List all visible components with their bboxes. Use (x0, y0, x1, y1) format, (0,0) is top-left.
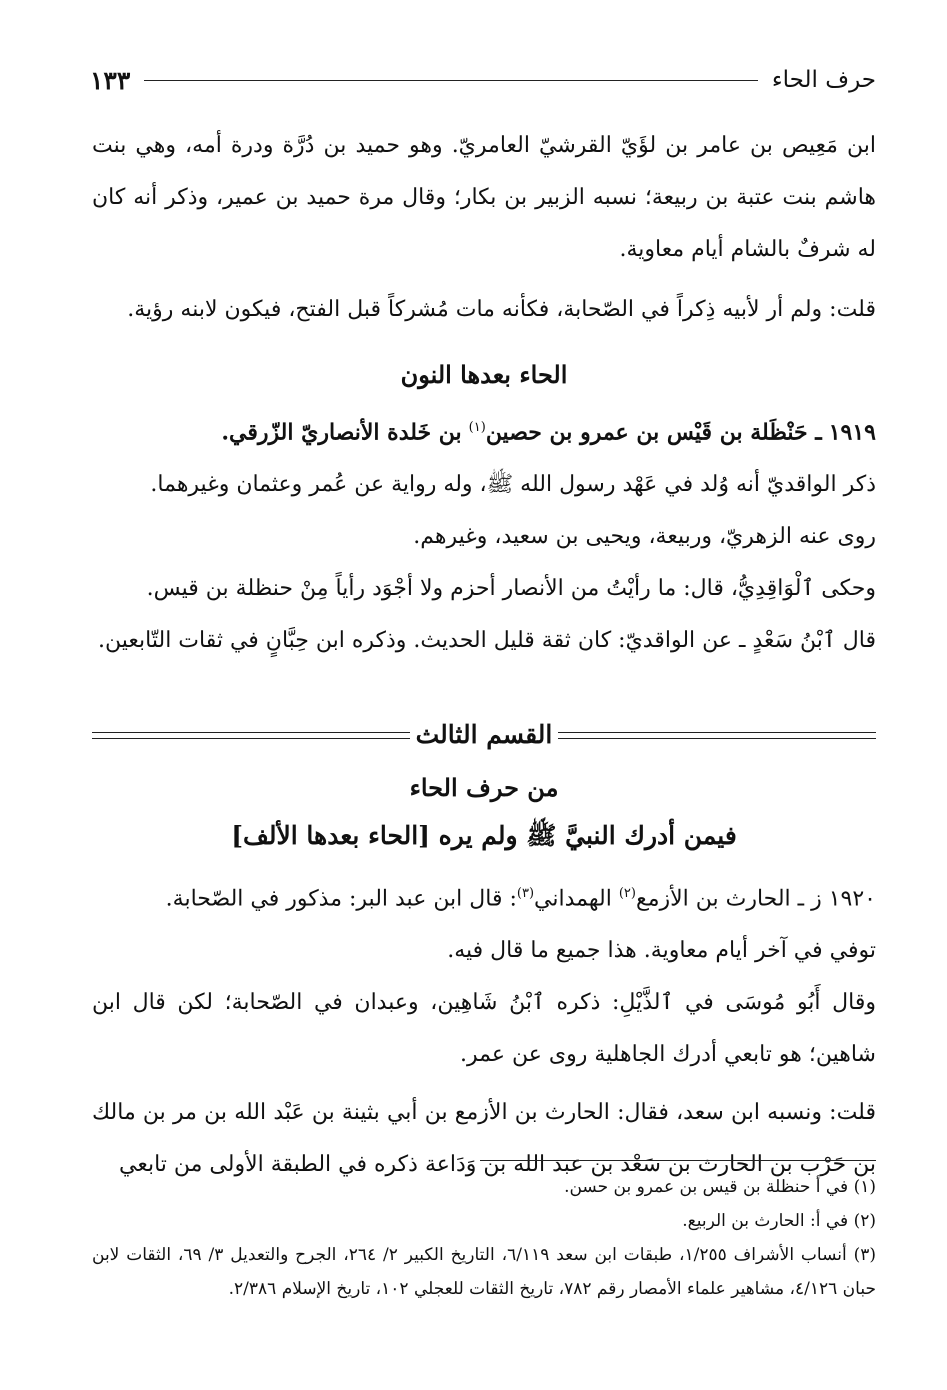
entry-1920-lead: ١٩٢٠ ز ـ الحارث بن الأزمع (635, 886, 876, 912)
part-subtitle: من حرف الحاء (409, 773, 559, 802)
entry-1919-paragraph-2: روى عنه الزهريّ، وربيعة، ويحيى بن سعيد، وغيرهم. (413, 524, 876, 550)
entry-1920-title (92, 868, 876, 925)
header-rule (144, 80, 758, 81)
intro-paragraph-1: ابن مَعِيص بن عامر بن لؤَيّ القرشيّ العامريّ. وهو حميد بن دُرَّة ودرة أمه، وهي بنت هاشم بنت عتبة بن ربيعة؛ نسبه الزبير بن بكار؛ وقال مرة حميد بن عمير، وذكر أنه كان له شرفٌ بالشام أيام معاوية. (92, 133, 876, 262)
entry-1919-paragraph-1: ذكر الواقديّ أنه وُلد في عَهْد رسول الله ﷺ، وله رواية عن عُمر وعثمان وغيرهما. (150, 472, 876, 498)
footnote-separator (480, 1160, 876, 1161)
page-number: ١٣٣ (90, 65, 131, 95)
footnote-1: (١) في أ حنظلة بن قيس بن عمرو بن حسن. (564, 1177, 876, 1197)
page-header (90, 60, 876, 100)
intro-block (92, 120, 876, 336)
section-heading: الحاء بعدها النون (400, 360, 568, 389)
entry-1920-rest: : قال ابن عبد البر: مذكور في الصّحابة. (165, 886, 517, 912)
entry-1919-paragraph-4: قال ٱبْنُ سَعْدٍ ـ عن الواقديّ: كان ثقة قليل الحديث. وذكره ابن حِبَّانٍ في ثقات التّابعين. (98, 628, 876, 654)
part-three-headings (92, 764, 876, 860)
footnote-2: (٢) في أ: الحارث بن الربيع. (682, 1211, 876, 1231)
entry-1920-paragraph-3: وقال أَبُو مُوسَى في ٱلذَّيْلِ: ذكره ٱبْنُ شَاهِين، وعبدان في الصّحابة؛ لكن قال ابن شاهين؛ هو تابعي أدرك الجاهلية روى عن عمر. (92, 990, 876, 1068)
entry-1919-paragraph-3: وحكى ٱلْوَاقِدِيُّ، قال: ما رأيْتُ من الأنصار أحزم ولا أجْوَد رأياً مِنْ حنظلة بن قيس. (146, 576, 876, 602)
footnote-ref: (٢) (618, 886, 636, 901)
entry-1920-nisba: الهمداني (534, 886, 612, 912)
entry-1919-title: ١٩١٩ ـ حَنْظَلة بن قَيْس بن عمرو بن حصين$^{(١)}$ بن خَلدة الأنصاريّ الزّرقي. (221, 419, 876, 446)
footnote-ref: (١) (468, 420, 486, 435)
footnotes (92, 1170, 876, 1306)
footnote-ref: (٣) (516, 886, 535, 901)
section-nun (92, 348, 876, 667)
part-divider (92, 717, 876, 757)
footnote-3: (٣) أنساب الأشراف ١/٢٥٥، طبقات ابن سعد ٦/١١٩، التاريخ الكبير ٢/ ٢٦٤، الجرح والتعديل ٣/ ٦٩، الثقات لابن حبان ٤/١٢٦، مشاهير علماء الأمصار رقم ٧٨٢، تاريخ الثقات للعجلي ١٠٢، تاريخ الإسلام ٢/٣٨٦. (92, 1245, 877, 1299)
part-subtitle-2: فيمن أدرك النبيَّ ﷺ ولم يره [الحاء بعدها الألف] (231, 821, 737, 850)
part-title: القسم الثالث (415, 720, 553, 749)
entry-number: ١٩١٩ (828, 419, 876, 446)
entry-1920-paragraph-2: توفي في آخر أيام معاوية. هذا جميع ما قال فيه. (447, 938, 876, 964)
entry-1920-paragraph-4: قلت: ونسبه ابن سعد، فقال: الحارث بن الأزمع بن أبي بثينة بن عَبْد الله بن مر بن مالك بن حَرْب بن الحارث بن سَعْد بن عبد الله بن وَدَاعة ذكره في الطبقة الأولى من تابعي (92, 1100, 876, 1178)
entry-name: حَنْظَلة بن قَيْس بن عمرو بن حصين (485, 419, 808, 446)
entry-1920 (92, 868, 876, 1191)
intro-paragraph-2: قلت: ولم أر لأبيه ذِكراً في الصّحابة، فكأنه مات مُشركاً قبل الفتح، فيكون لابنه رؤية. (127, 297, 876, 322)
entry-name-rest: بن خَلدة الأنصاريّ الزّرقي. (221, 419, 462, 446)
running-title: حرف الحاء (771, 67, 876, 93)
